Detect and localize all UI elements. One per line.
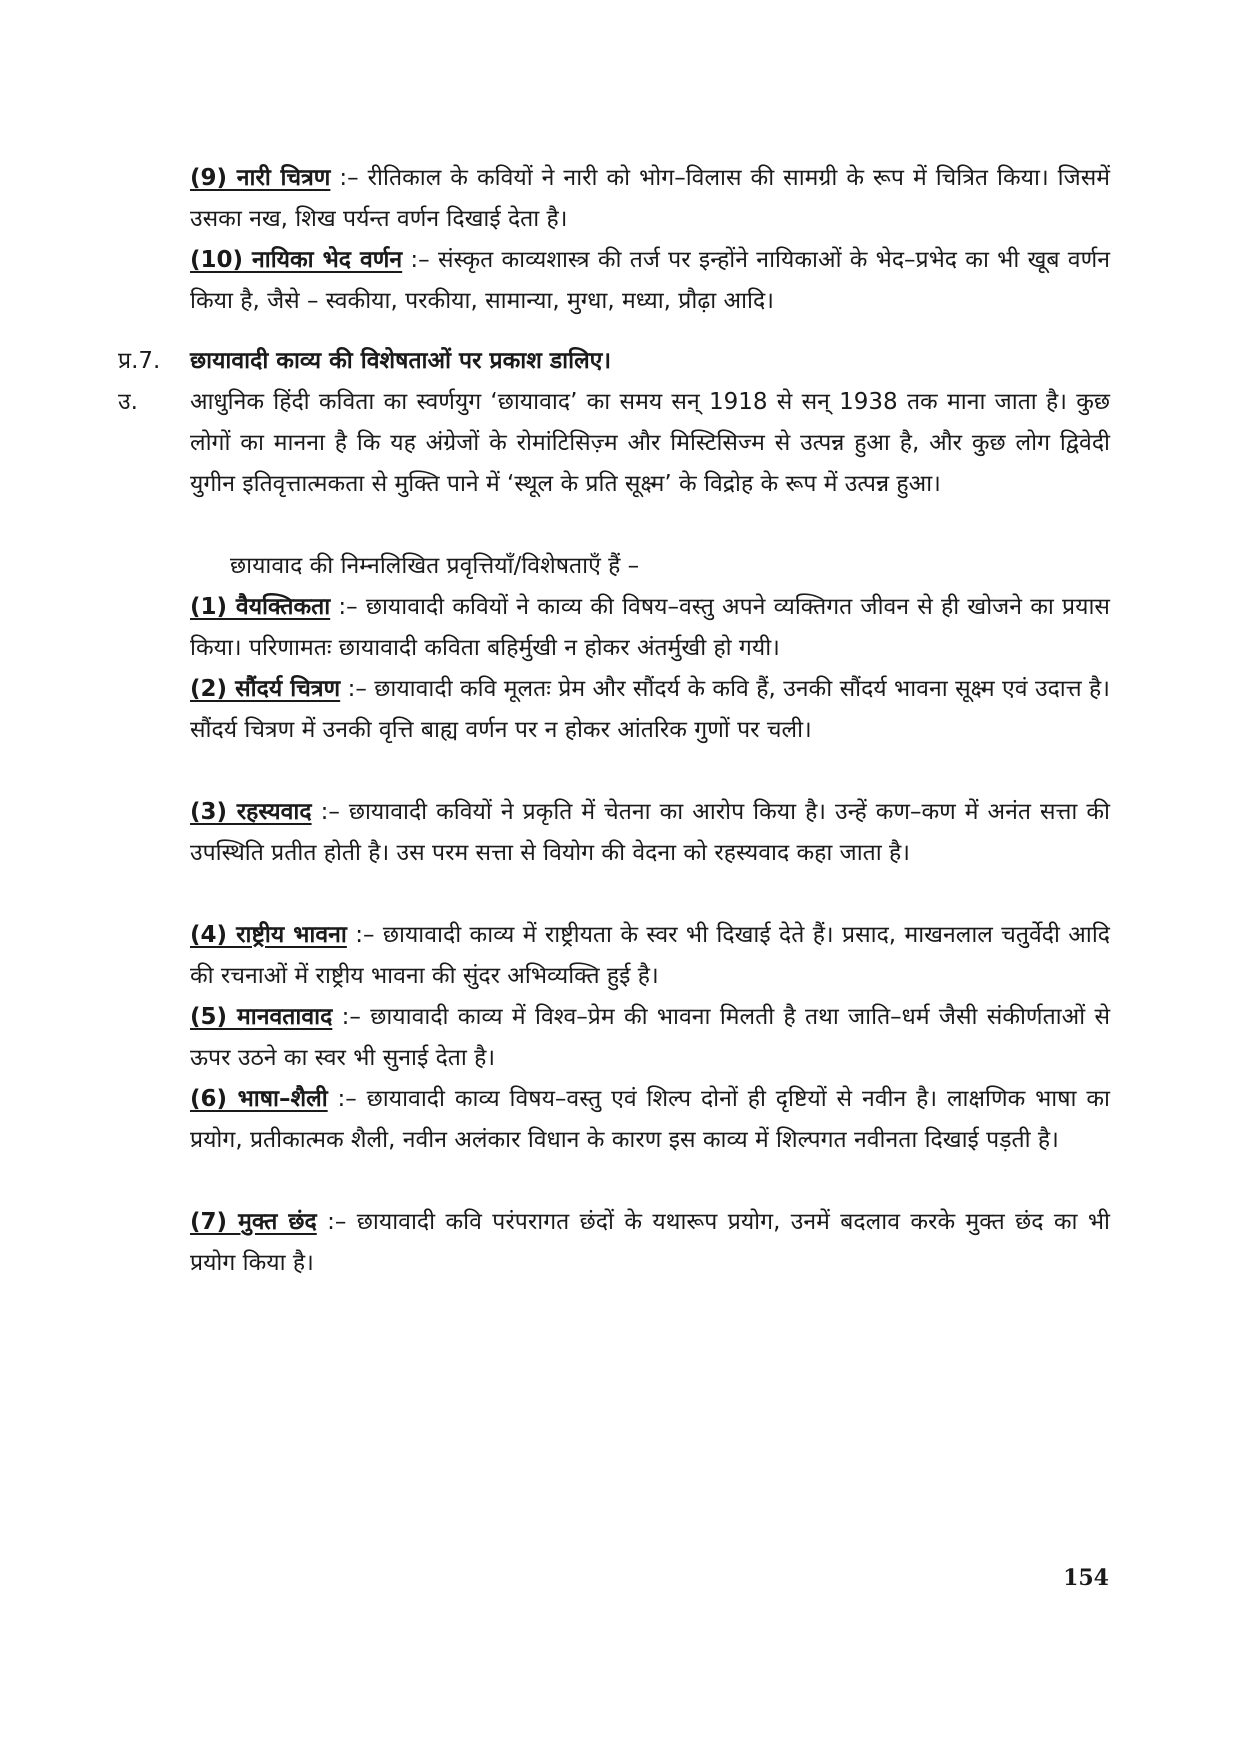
feature-text: :– छायावादी काव्य विषय–वस्तु एवं शिल्प दोनों ही दृष्टियों से नवीन है। लाक्षणिक भाषा का प्रयोग, प्रतीकात्मक शैली, नवीन अलंकार विधान के कारण इस काव्य में शिल्पगत नवीनता दिखाई पड़ती है।	[190, 1086, 1110, 1153]
answer-label: उ.	[118, 389, 138, 415]
feature-heading: (4) राष्ट्रीय भावना	[190, 922, 347, 948]
feature-rashtriya-bhavna	[190, 915, 1110, 997]
answer-intro: आधुनिक हिंदी कविता का स्वर्णयुग ‘छायावाद’ का समय सन् 1918 से सन् 1938 तक माना जाता है। कुछ लोगों का मानना है कि यह अंग्रेजों के रोमांटिसिज़्म और मिस्टिसिज्म से उत्पन्न हुआ है, और कुछ लोग द्विवेदी युगीन इतिवृत्तात्मकता से मुक्ति पाने में ‘स्थूल के प्रति सूक्ष्म’ के विद्रोह के रूप में उत्पन्न हुआ।	[190, 389, 1110, 497]
question-label: प्र.7.	[118, 348, 161, 374]
item-text: :– रीतिकाल के कवियों ने नारी को भोग–विलास की सामग्री के रूप में चित्रित किया। जिसमें उसका नख, शिख पर्यन्त वर्णन दिखाई देता है।	[190, 165, 1110, 232]
item-text: :– संस्कृत काव्यशास्त्र की तर्ज पर इन्होंने नायिकाओं के भेद–प्रभेद का भी खूब वर्णन किया है, जैसे – स्वकीया, परकीया, सामान्या, मुग्धा, मध्या, प्रौढ़ा आदि।	[190, 247, 1110, 314]
feature-heading: (7) मुक्त छंद	[190, 1209, 317, 1235]
feature-mukt-chhand	[190, 1202, 1110, 1284]
item-nari-chitran	[190, 158, 1110, 240]
question-title: छायावादी काव्य की विशेषताओं पर प्रकाश डालिए।	[190, 348, 612, 374]
item-heading: (10) नायिका भेद वर्णन	[190, 247, 403, 273]
feature-text: :– छायावादी कवियों ने काव्य की विषय–वस्तु अपने व्यक्तिगत जीवन से ही खोजने का प्रयास किया। परिणामतः छायावादी कविता बहिर्मुखी न होकर अंतर्मुखी हो गयी।	[190, 594, 1110, 661]
feature-heading: (6) भाषा–शैली	[190, 1086, 328, 1112]
feature-text: :– छायावादी कवियों ने प्रकृति में चेतना का आरोप किया है। उन्हें कण–कण में अनंत सत्ता की उपस्थिति प्रतीत होती है। उस परम सत्ता से वियोग की वेदना को रहस्यवाद कहा जाता है।	[190, 799, 1110, 866]
item-nayika-bhed	[190, 240, 1110, 322]
feature-text: :– छायावादी कवि मूलतः प्रेम और सौंदर्य के कवि हैं, उनकी सौंदर्य भावना सूक्ष्म एवं उदात्त है। सौंदर्य चित्रण में उनकी वृत्ति बाह्य वर्णन पर न होकर आंतरिक गुणों पर चली।	[190, 676, 1110, 743]
feature-heading: (3) रहस्यवाद	[190, 799, 312, 825]
feature-text: :– छायावादी काव्य में राष्ट्रीयता के स्वर भी दिखाई देते हैं। प्रसाद, माखनलाल चतुर्वेदी आदि की रचनाओं में राष्ट्रीय भावना की सुंदर अभिव्यक्ति हुई है।	[190, 922, 1110, 989]
feature-rahasyavad	[190, 792, 1110, 874]
feature-vaiyaktikta	[190, 587, 1110, 669]
feature-saundarya-chitran	[190, 669, 1110, 751]
feature-text: :– छायावादी काव्य में विश्व–प्रेम की भावना मिलती है तथा जाति–धर्म जैसी संकीर्णताओं से ऊपर उठने का स्वर भी सुनाई देता है।	[190, 1004, 1110, 1071]
answer-lead: छायावाद की निम्नलिखित प्रवृत्तियाँ/विशेषताएँ हैं –	[230, 553, 640, 579]
feature-heading: (5) मानवतावाद	[190, 1004, 333, 1030]
feature-manavtavad	[190, 997, 1110, 1079]
page-number: 154	[1063, 1565, 1109, 1591]
item-heading: (9) नारी चित्रण	[190, 165, 331, 191]
feature-heading: (2) सौंदर्य चित्रण	[190, 676, 341, 702]
feature-text: :– छायावादी कवि परंपरागत छंदों के यथारूप प्रयोग, उनमें बदलाव करके मुक्त छंद का भी प्रयोग किया है।	[190, 1209, 1110, 1276]
feature-heading: (1) वैयक्तिकता	[190, 594, 331, 620]
feature-bhasha-shaili	[190, 1079, 1110, 1161]
